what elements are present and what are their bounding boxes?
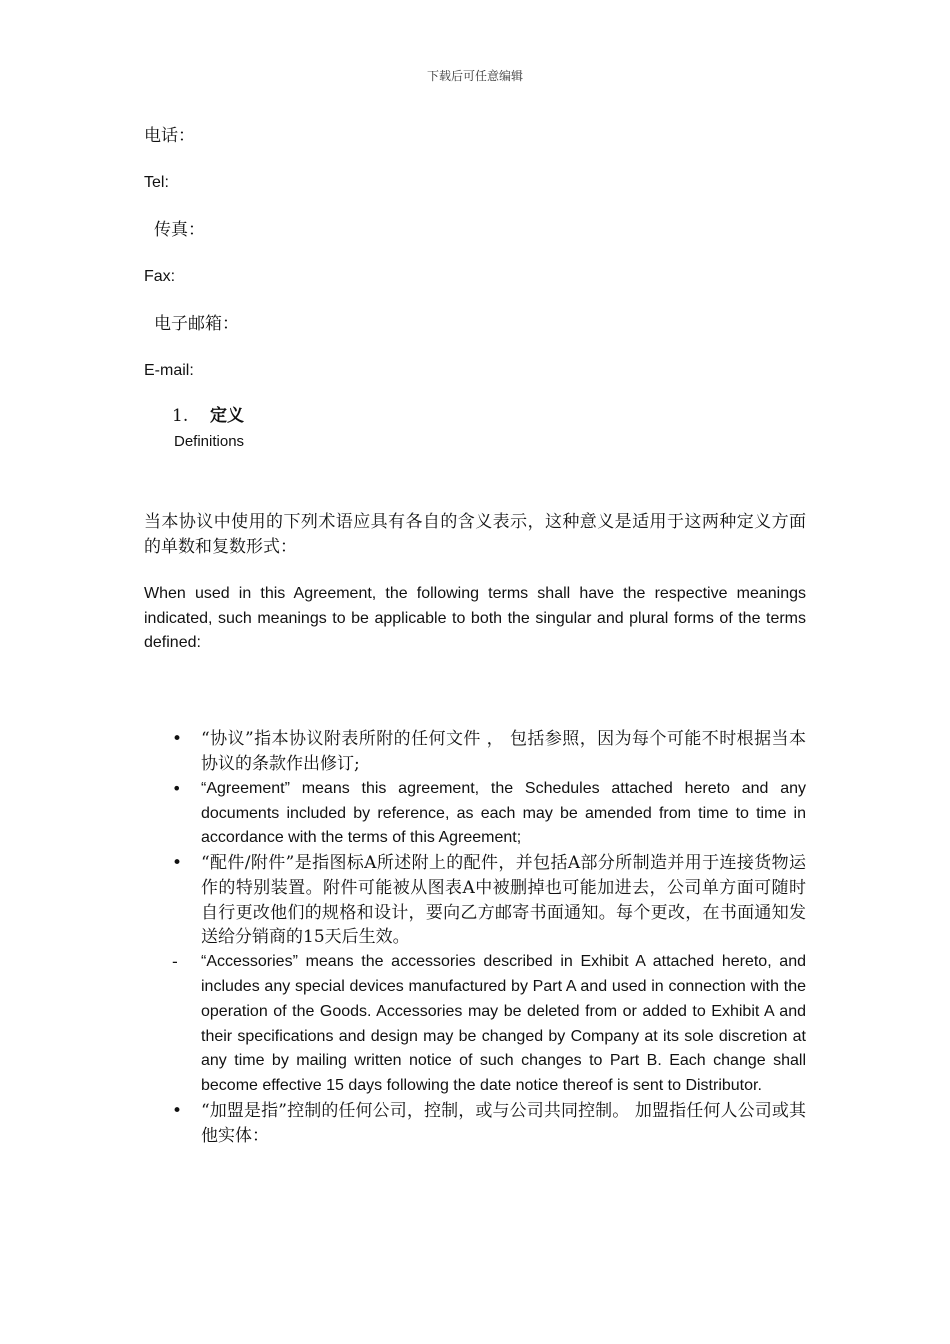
fax-label-en: Fax: [144, 268, 176, 285]
section-title-en: Definitions [174, 433, 245, 450]
email-label-en: E-mail: [144, 362, 194, 379]
list-item [144, 851, 806, 950]
intro-paragraph-en: When used in this Agreement, the following terms shall have the respective meanings indicated, such meanings to be applicable to both the singular and plural forms of the terms defined: [144, 585, 806, 652]
dash-marker: - [172, 952, 178, 972]
email-label-cn: 电子邮箱： [154, 314, 239, 334]
list-item [144, 950, 806, 1099]
definition-text: “协议”指本协议附表所附的任何文件 ， 包括参照，因为每个可能不时根据当本协议的条款作出修订; [201, 729, 806, 774]
definition-text: “Accessories” means the accessories described in Exhibit A attached hereto, and includes any special devices manufactured by Part A and used in connection with the operation of the Goods. Accessories may be deleted from or added to Exhibit A and their specifications and design may be changed by Company at its sole discretion at any time by mailing written notice of such changes to Part B. Each change shall become effective 15 days following the date notice thereof is sent to Distributor. [201, 953, 806, 1095]
definitions-list [144, 727, 806, 1149]
definition-text: “加盟是指”控制的任何公司，控制，或与公司共同控制。 加盟指任何人公司或其他实体： [201, 1101, 806, 1146]
list-item [144, 1099, 806, 1149]
bullet-marker: • [172, 729, 183, 750]
list-item [144, 777, 806, 851]
section-title-cn: 定义 [210, 406, 244, 426]
section-number: 1. [172, 406, 189, 426]
definition-text: “配件/附件”是指图标A所述附上的配件，并包括A部分所制造并用于连接货物运作的特别装置。附件可能被从图表A中被删掉也可能加进去，公司单方面可随时自行更改他们的规格和设计，要向乙方邮寄书面通知。每个更改，在书面通知发送给分销商的15天后生效。 [201, 853, 806, 948]
bullet-marker: • [172, 1101, 183, 1122]
section-heading [172, 402, 806, 430]
intro-paragraph-cn: 当本协议中使用的下列术语应具有各自的含义表示，这种意义是适用于这两种定义方面的单数和复数形式： [144, 512, 806, 557]
bullet-marker: • [172, 853, 183, 874]
bullet-marker: • [172, 778, 182, 798]
list-item [144, 727, 806, 777]
tel-label-cn: 电话： [144, 126, 195, 146]
page-header: 下载后可任意编辑 [426, 69, 523, 83]
document-body [144, 124, 806, 1149]
tel-label-en: Tel: [144, 174, 169, 191]
definition-text: “Agreement” means this agreement, the Schedules attached hereto and any documents included by reference, as each may be amended from time to time in accordance with the terms of this Agreement; [201, 779, 806, 847]
fax-label-cn: 传真： [154, 220, 205, 240]
